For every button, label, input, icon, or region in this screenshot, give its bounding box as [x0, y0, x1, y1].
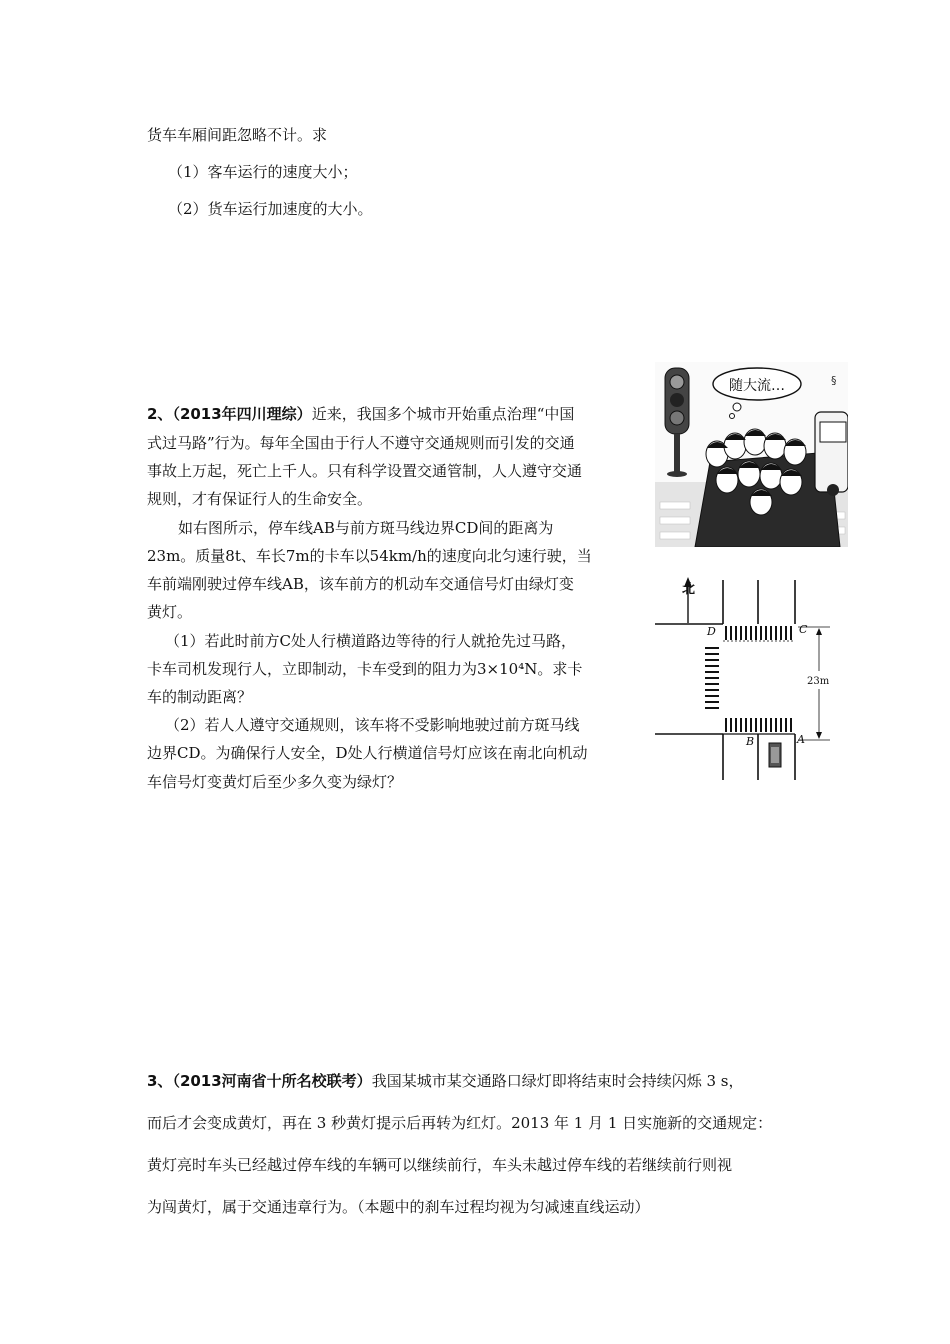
q2-line-1-text: 近来，我国多个城市开始重点治理“中国: [311, 405, 575, 423]
crosswalk-cartoon-illustration: [655, 362, 848, 547]
q2-line-8: 黄灯。: [147, 603, 193, 621]
q2-source: （2013年四川理综）: [172, 405, 312, 423]
label-A: A: [797, 733, 805, 746]
q2-line-5: 如右图所示，停车线AB与前方斑马线边界CD间的距离为: [178, 519, 554, 537]
intersection-diagram: [655, 575, 840, 790]
q2-part-1-line-3: 车的制动距离？: [147, 688, 253, 706]
label-B: B: [746, 735, 755, 748]
svg-text:§: §: [831, 374, 837, 387]
q2-line-1: [147, 407, 574, 422]
north-label: 北: [682, 582, 696, 597]
label-C: C: [799, 623, 808, 636]
q2-part-1-line-1: （1）若此时前方C处人行横道路边等待的行人就抢先过马路，: [165, 632, 577, 650]
q2-number: 2、: [147, 405, 173, 423]
q3-line-4: 为闯黄灯，属于交通违章行为。（本题中的刹车过程均视为匀减速直线运动）: [147, 1198, 650, 1216]
q2-part-2-line-1: （2）若人人遵守交通规则，该车将不受影响地驶过前方斑马线: [165, 716, 580, 734]
q3-line-1-text: 我国某城市某交通路口绿灯即将结束时会持续闪烁 3 s，: [371, 1072, 744, 1090]
q3-line-1: [147, 1074, 743, 1089]
q1-line-1: 货车车厢间距忽略不计。求: [147, 126, 328, 144]
label-D: D: [707, 625, 716, 638]
q3-line-3: 黄灯亮时车头已经越过停车线的车辆可以继续前行，车头未越过停车线的若继续前行则视: [147, 1156, 733, 1174]
q2-line-2: 式过马路”行为。每年全国由于行人不遵守交通规则而引发的交通: [147, 434, 575, 452]
q2-line-4: 规则，才有保证行人的生命安全。: [147, 490, 373, 508]
distance-label: 23m: [807, 676, 830, 687]
q2-part-2-line-3: 车信号灯变黄灯后至少多久变为绿灯？: [147, 773, 403, 791]
q2-line-6: 23m。质量8t、车长7m的卡车以54km/h的速度向北匀速行驶，当: [147, 547, 592, 565]
q2-line-3: 事故上万起，死亡上千人。只有科学设置交通管制，人人遵守交通: [147, 462, 583, 480]
cartoon-thought-text: 随大流…: [729, 378, 785, 394]
q1-part-2: （2）货车运行加速度的大小。: [168, 200, 373, 218]
q3-source: （2013河南省十所名校联考）: [172, 1072, 372, 1090]
q3-number: 3、: [147, 1072, 173, 1090]
q2-part-2-line-2: 边界CD。为确保行人安全，D处人行横道信号灯应该在南北向机动: [147, 744, 588, 762]
q3-line-2: 而后才会变成黄灯，再在 3 秒黄灯提示后再转为红灯。2013 年 1 月 1 日实施新的交通规定：: [147, 1114, 773, 1132]
q2-part-1-line-2: 卡车司机发现行人，立即制动，卡车受到的阻力为3×10⁴N。求卡: [147, 660, 583, 678]
q1-part-1: （1）客车运行的速度大小；: [168, 163, 358, 181]
q2-line-7: 车前端刚驶过停车线AB，该车前方的机动车交通信号灯由绿灯变: [147, 575, 574, 593]
